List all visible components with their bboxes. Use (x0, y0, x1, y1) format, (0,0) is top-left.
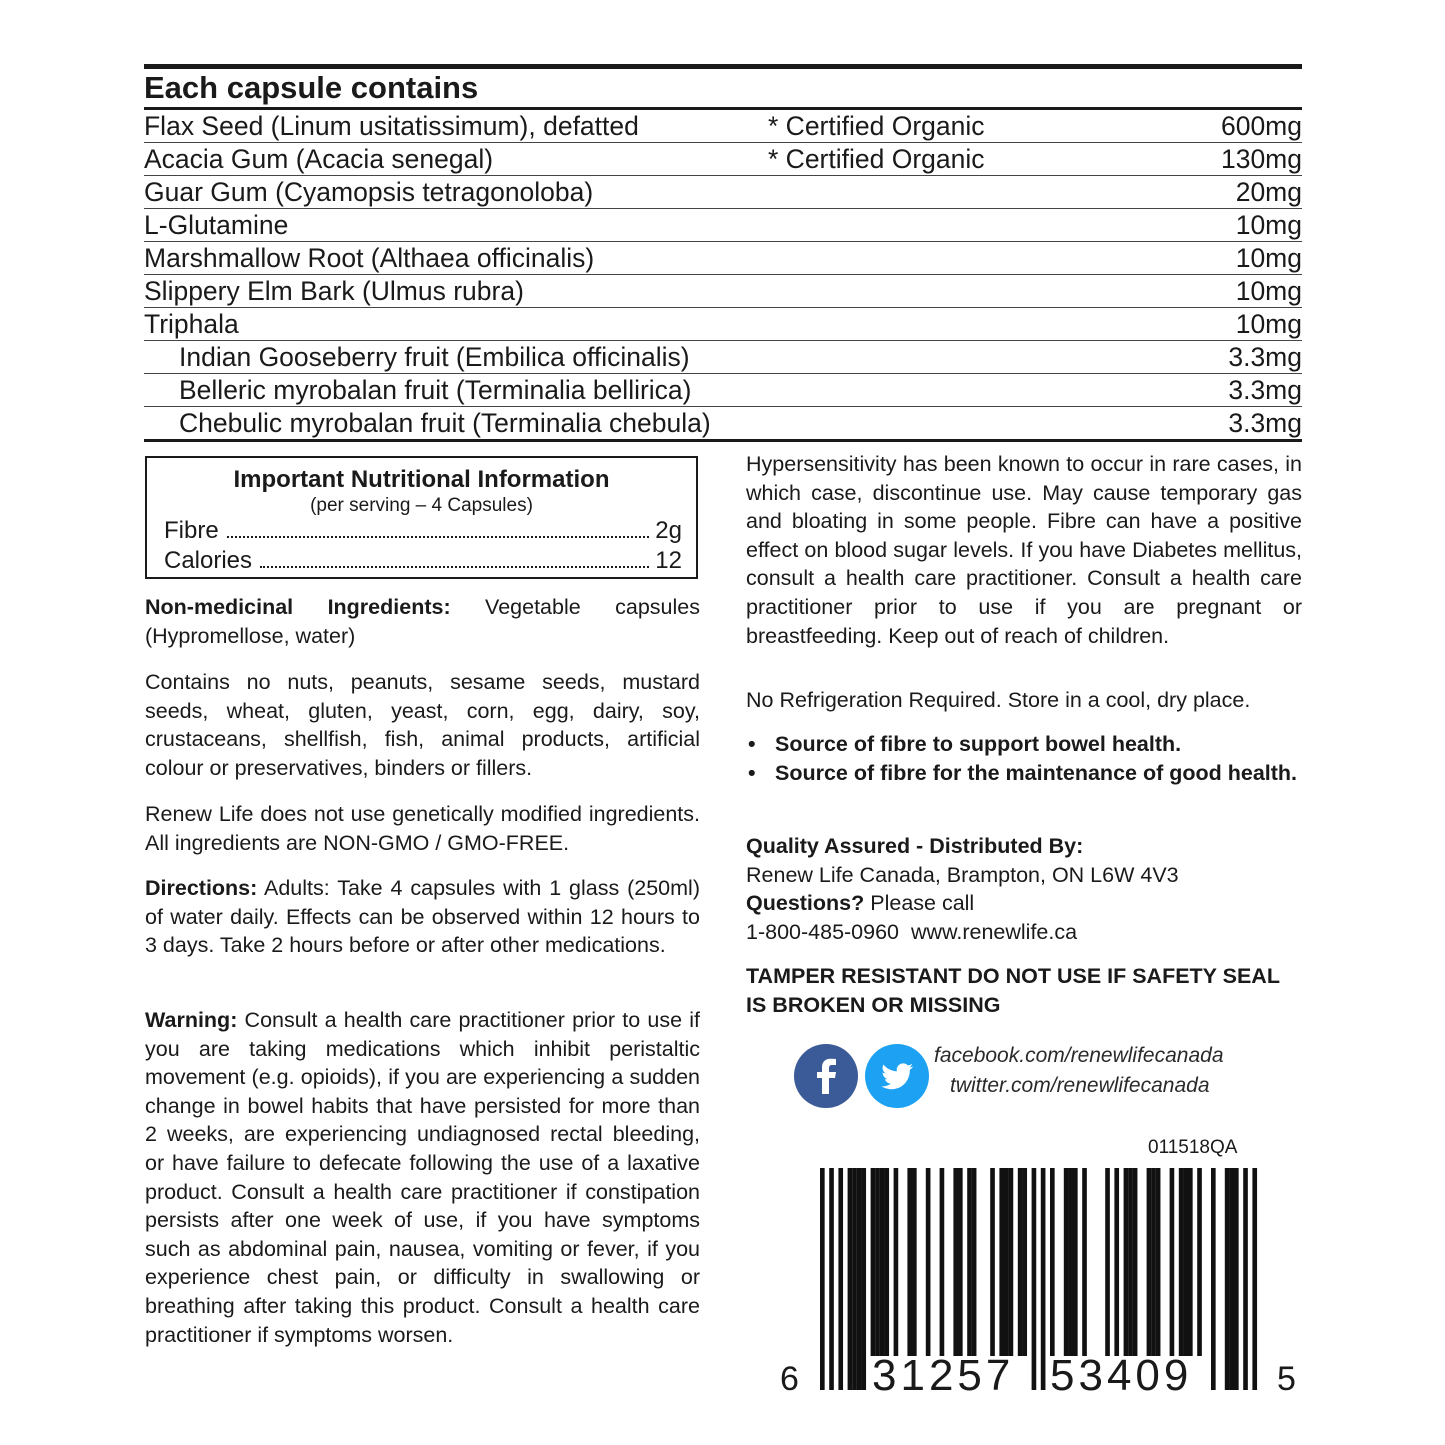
ingredient-name: Triphala (144, 309, 239, 339)
barcode-bar (1147, 1168, 1152, 1356)
nutrition-calories-line (164, 546, 682, 576)
ingredient-amount: 3.3mg (1228, 408, 1302, 438)
ingredient-amount: 3.3mg (1228, 375, 1302, 405)
ingredient-name: Chebulic myrobalan fruit (Terminalia chebula) (179, 408, 711, 438)
barcode-bar (848, 1168, 853, 1390)
ingredient-note: * Certified Organic (768, 144, 985, 174)
non-medicinal-label: Non-medicinal Ingredients: (145, 595, 451, 619)
barcode-bar (1068, 1168, 1073, 1356)
ingredient-name: Acacia Gum (Acacia senegal) (144, 144, 494, 174)
barcode-bar (1018, 1168, 1023, 1356)
barcode-bar (1073, 1168, 1078, 1356)
gmo-statement: Renew Life does not use genetically modified ingredients. All ingredients are NON-GMO / GMO-FREE. (145, 802, 700, 855)
ingredient-amount: 130mg (1220, 144, 1302, 174)
ingredient-amount: 10mg (1235, 210, 1302, 240)
table-row (144, 341, 1302, 374)
calories-label: Calories (164, 547, 253, 574)
quality-label: Quality Assured - Distributed By: (746, 834, 1084, 858)
barcode-left-group: 31257 (872, 1351, 1015, 1398)
barcode-bar (953, 1168, 958, 1356)
barcode-bar (829, 1168, 834, 1390)
claims-list (746, 730, 1302, 787)
barcode-bar (967, 1168, 972, 1356)
ingredient-name: Flax Seed (Linum usitatissimum), defatted (144, 111, 639, 141)
table-row (144, 407, 1302, 442)
barcode-bar (972, 1168, 977, 1356)
barcode-bar (1197, 1168, 1202, 1356)
ingredient-note: * Certified Organic (768, 111, 985, 141)
ingredient-name: Slippery Elm Bark (Ulmus rubra) (144, 276, 524, 306)
non-medicinal-ingredients (145, 593, 700, 650)
fibre-value: 2g (655, 517, 682, 544)
barcode-bar (1009, 1168, 1014, 1356)
barcode-bar (1225, 1168, 1230, 1390)
ingredient-amount: 3.3mg (1228, 342, 1302, 372)
distributor-info (746, 832, 1302, 946)
barcode-bar (857, 1168, 862, 1390)
directions-text: Adults: Take 4 capsules with 1 glass (250ml) of water daily. Effects can be observed within 12 hours to 3 days. Take 2 hours before or after other medications. (145, 876, 700, 958)
barcode-bar (1156, 1168, 1161, 1356)
facebook-icon[interactable] (794, 1044, 858, 1108)
barcode-right-group: 53409 (1050, 1351, 1193, 1398)
ingredient-amount: 10mg (1235, 243, 1302, 273)
barcode-bar (1050, 1168, 1055, 1356)
barcode-bar (926, 1168, 931, 1356)
warning-text: Consult a health care practitioner prior to use if you are taking medications which inhibit peristaltic movement (e.g. opioids), if you are experiencing a sudden change in bowel habits that have persisted for more than 2 weeks, are experiencing undiagnosed rectal bleeding, or have failure to defecate following the use of a laxative product. Consult a health care practitioner if constipation persists after one week of use, if you have symptoms such as abdominal pain, nausea, vomiting or fever, if you experience chest pain, or difficulty in swallowing or breathing after taking this product. Consult a health care practitioner if symptoms worsen. (145, 1008, 700, 1347)
barcode-bar (880, 1168, 885, 1356)
barcode-bar (1179, 1168, 1184, 1356)
warning (145, 1006, 700, 1349)
calories-value: 12 (655, 547, 682, 574)
barcode-bar (940, 1168, 945, 1356)
hypersensitivity-statement: Hypersensitivity has been known to occur in rare cases, in which case, discontinue use. May cause temporary gas and bloating in some people. Fibre can have a positive effect on blood sugar levels. If you have Diabetes mellitus, consult a health care practitioner. Consult a health care practitioner prior to use if you are pregnant or breastfeeding. Keep out of reach of children. (746, 452, 1302, 648)
barcode-bar (1229, 1168, 1234, 1390)
distributor-address: Renew Life Canada, Brampton, ON L6W 4V3 (746, 862, 1179, 887)
ingredient-amount: 10mg (1235, 309, 1302, 339)
twitter-icon[interactable] (865, 1044, 929, 1108)
barcode-bar (1041, 1168, 1046, 1390)
table-row (144, 275, 1302, 308)
questions-label: Questions? (746, 891, 865, 916)
storage-statement: No Refrigeration Required. Store in a cool, dry place. (746, 688, 1251, 712)
barcode-bar (820, 1168, 825, 1390)
barcode-bar (894, 1168, 899, 1356)
barcode-bar (1124, 1168, 1129, 1356)
barcode-bar (871, 1168, 876, 1356)
barcode-check-digit: 5 (1277, 1360, 1296, 1398)
barcode-bar (838, 1168, 843, 1390)
ingredient-name: Belleric myrobalan fruit (Terminalia bellirica) (179, 375, 692, 405)
fibre-label: Fibre (164, 517, 219, 544)
lot-code: 011518QA (1148, 1137, 1238, 1158)
nutrition-title: Important Nutritional Information (233, 466, 610, 493)
questions-text: Please call (864, 891, 975, 916)
barcode-bar (999, 1168, 1004, 1356)
barcode-bar (1022, 1168, 1027, 1356)
tamper-warning: TAMPER RESISTANT DO NOT USE IF SAFETY SEAL IS BROKEN OR MISSING (746, 964, 1280, 1017)
ingredients-table (144, 64, 1302, 442)
barcode-bar (1128, 1168, 1133, 1356)
barcode-bar (958, 1168, 963, 1356)
directions (145, 874, 700, 960)
twitter-glyph (865, 1044, 929, 1108)
barcode-bar (1234, 1168, 1239, 1390)
barcode-bar (852, 1168, 857, 1390)
ingredient-amount: 20mg (1235, 177, 1302, 207)
barcode-bar (1114, 1168, 1119, 1356)
list-item: • Source of fibre for the maintenance of good health. (746, 759, 1302, 788)
barcode-bar (1032, 1168, 1037, 1390)
dot-leader (227, 536, 650, 538)
facebook-glyph (794, 1044, 858, 1108)
barcode-bar (1133, 1168, 1138, 1356)
nutrition-box (145, 456, 698, 579)
barcode-bar (1252, 1168, 1257, 1390)
barcode-bar (1188, 1168, 1193, 1356)
table-row (144, 308, 1302, 341)
table-row (144, 209, 1302, 242)
phone-number: 1-800-485-0960 (746, 919, 900, 944)
table-row (144, 242, 1302, 275)
table-row (144, 374, 1302, 407)
ingredient-name: Indian Gooseberry fruit (Embilica officinalis) (179, 342, 690, 372)
non-medicinal-text: Vegetable capsules (Hypromellose, water) (145, 595, 700, 648)
barcode-bar (990, 1168, 995, 1356)
barcode-bar (907, 1168, 912, 1356)
social-links (934, 1041, 1224, 1101)
allergen-statement: Contains no nuts, peanuts, sesame seeds, mustard seeds, wheat, gluten, yeast, corn, egg, dairy, soy, crustaceans, shellfish, fish, animal products, artificial colour or preservatives, binders or fillers. (145, 670, 700, 780)
barcode-bar (1064, 1168, 1069, 1356)
barcode-bar (884, 1168, 889, 1356)
barcode-bar (1243, 1168, 1248, 1390)
barcode-bar (1105, 1168, 1110, 1356)
ingredient-name: L-Glutamine (144, 210, 289, 240)
barcode (780, 1168, 1300, 1398)
table-row (144, 110, 1302, 143)
barcode-bar (1183, 1168, 1188, 1356)
table-row (144, 143, 1302, 176)
table-row (144, 176, 1302, 209)
ingredient-name: Guar Gum (Cyamopsis tetragonoloba) (144, 177, 594, 207)
ingredients-title: Each capsule contains (144, 70, 479, 105)
barcode-bar (875, 1168, 880, 1356)
dot-leader (260, 566, 649, 568)
nutrition-fibre-line (164, 516, 682, 546)
barcode-bar (1151, 1168, 1156, 1356)
nutrition-subtitle: (per serving – 4 Capsules) (310, 495, 533, 516)
list-item: • Source of fibre to support bowel health. (746, 730, 1302, 759)
barcode-bar (1004, 1168, 1009, 1356)
barcode-bar (1211, 1168, 1216, 1390)
warning-label: Warning: (145, 1008, 238, 1032)
ingredient-name: Marshmallow Root (Althaea officinalis) (144, 243, 595, 273)
facebook-link[interactable]: facebook.com/renewlifecanada (934, 1044, 1224, 1067)
directions-label: Directions: (145, 876, 258, 900)
barcode-bar (1170, 1168, 1175, 1356)
website-link[interactable]: www.renewlife.ca (910, 919, 1078, 944)
barcode-bar (912, 1168, 917, 1356)
ingredient-amount: 600mg (1220, 111, 1302, 141)
ingredient-amount: 10mg (1235, 276, 1302, 306)
barcode-bar (1082, 1168, 1087, 1356)
barcode-first-digit: 6 (780, 1360, 799, 1398)
twitter-link[interactable]: twitter.com/renewlifecanada (950, 1074, 1210, 1097)
barcode-bar (861, 1168, 866, 1390)
